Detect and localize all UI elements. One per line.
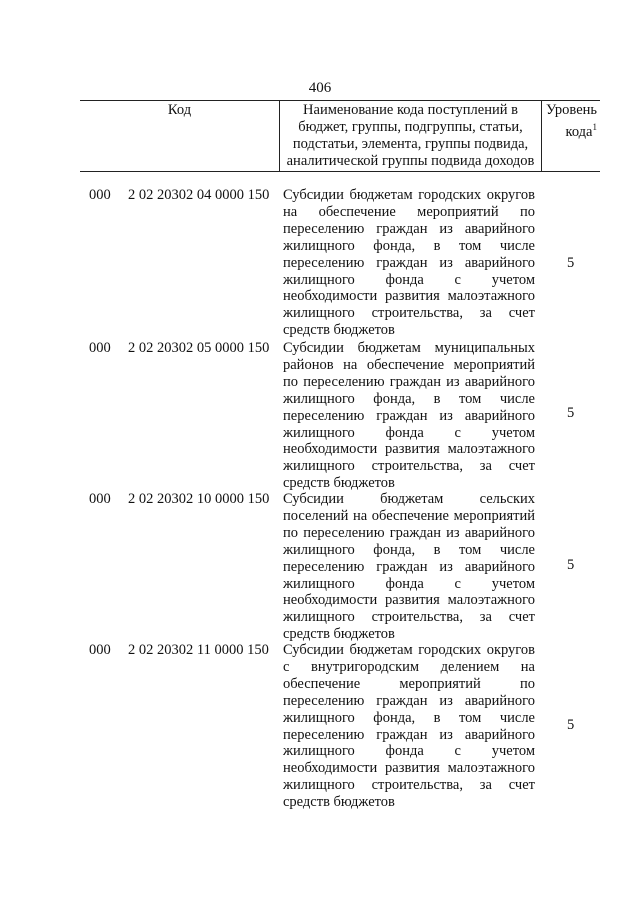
income-name: Субсидии бюджетам городских округов с внутригородским делением на обеспечение мероприятий по переселению граждан из аварийного жилищного фонда, в том числе переселению граждан из аварийного жилищного фонда с учетом необходимости развития малоэтажного жилищного строительства, за счет средств бюджетов	[283, 642, 535, 811]
header-level-label: Уровень кода	[545, 102, 597, 140]
admin-code: 000	[89, 187, 111, 203]
income-name: Субсидии бюджетам муниципальных районов на обеспечение мероприятий по переселению граждан из аварийного жилищного фонда, в том числе переселению граждан из аварийного жилищного фонда с учетом необходимости развития малоэтажного жилищного строительства, за счет средств бюджетов	[283, 340, 535, 492]
income-code: 2 02 20302 10 0000 150	[128, 491, 270, 507]
income-code: 2 02 20302 11 0000 150	[128, 642, 269, 658]
income-code: 2 02 20302 05 0000 150	[128, 340, 270, 356]
code-level: 5	[567, 405, 575, 421]
income-code: 2 02 20302 04 0000 150	[128, 187, 270, 203]
header-code: Код	[80, 101, 280, 172]
code-level: 5	[567, 557, 575, 573]
header-name: Наименование кода поступлений в бюджет, группы, подгруппы, статьи, подстатьи, элемента, группы подвида, аналитической группы подвида доходов	[280, 101, 542, 172]
header-level-footnote: 1	[592, 122, 597, 132]
admin-code: 000	[89, 340, 111, 356]
code-level: 5	[567, 717, 575, 733]
code-level: 5	[567, 255, 575, 271]
income-name: Субсидии бюджетам сельских поселений на обеспечение мероприятий по переселению граждан из аварийного жилищного фонда, в том числе переселению граждан из аварийного жилищного фонда с учетом необходимости развития малоэтажного жилищного строительства, за счет средств бюджетов	[283, 491, 535, 643]
admin-code: 000	[89, 642, 111, 658]
table-header	[80, 100, 600, 172]
admin-code: 000	[89, 491, 111, 507]
header-level	[542, 101, 601, 172]
income-name: Субсидии бюджетам городских округов на обеспечение мероприятий по переселению граждан из аварийного жилищного фонда, в том числе переселению граждан из аварийного жилищного фонда с учетом необходимости развития малоэтажного жилищного строительства, за счет средств бюджетов	[283, 187, 535, 339]
page-number: 406	[308, 80, 332, 96]
